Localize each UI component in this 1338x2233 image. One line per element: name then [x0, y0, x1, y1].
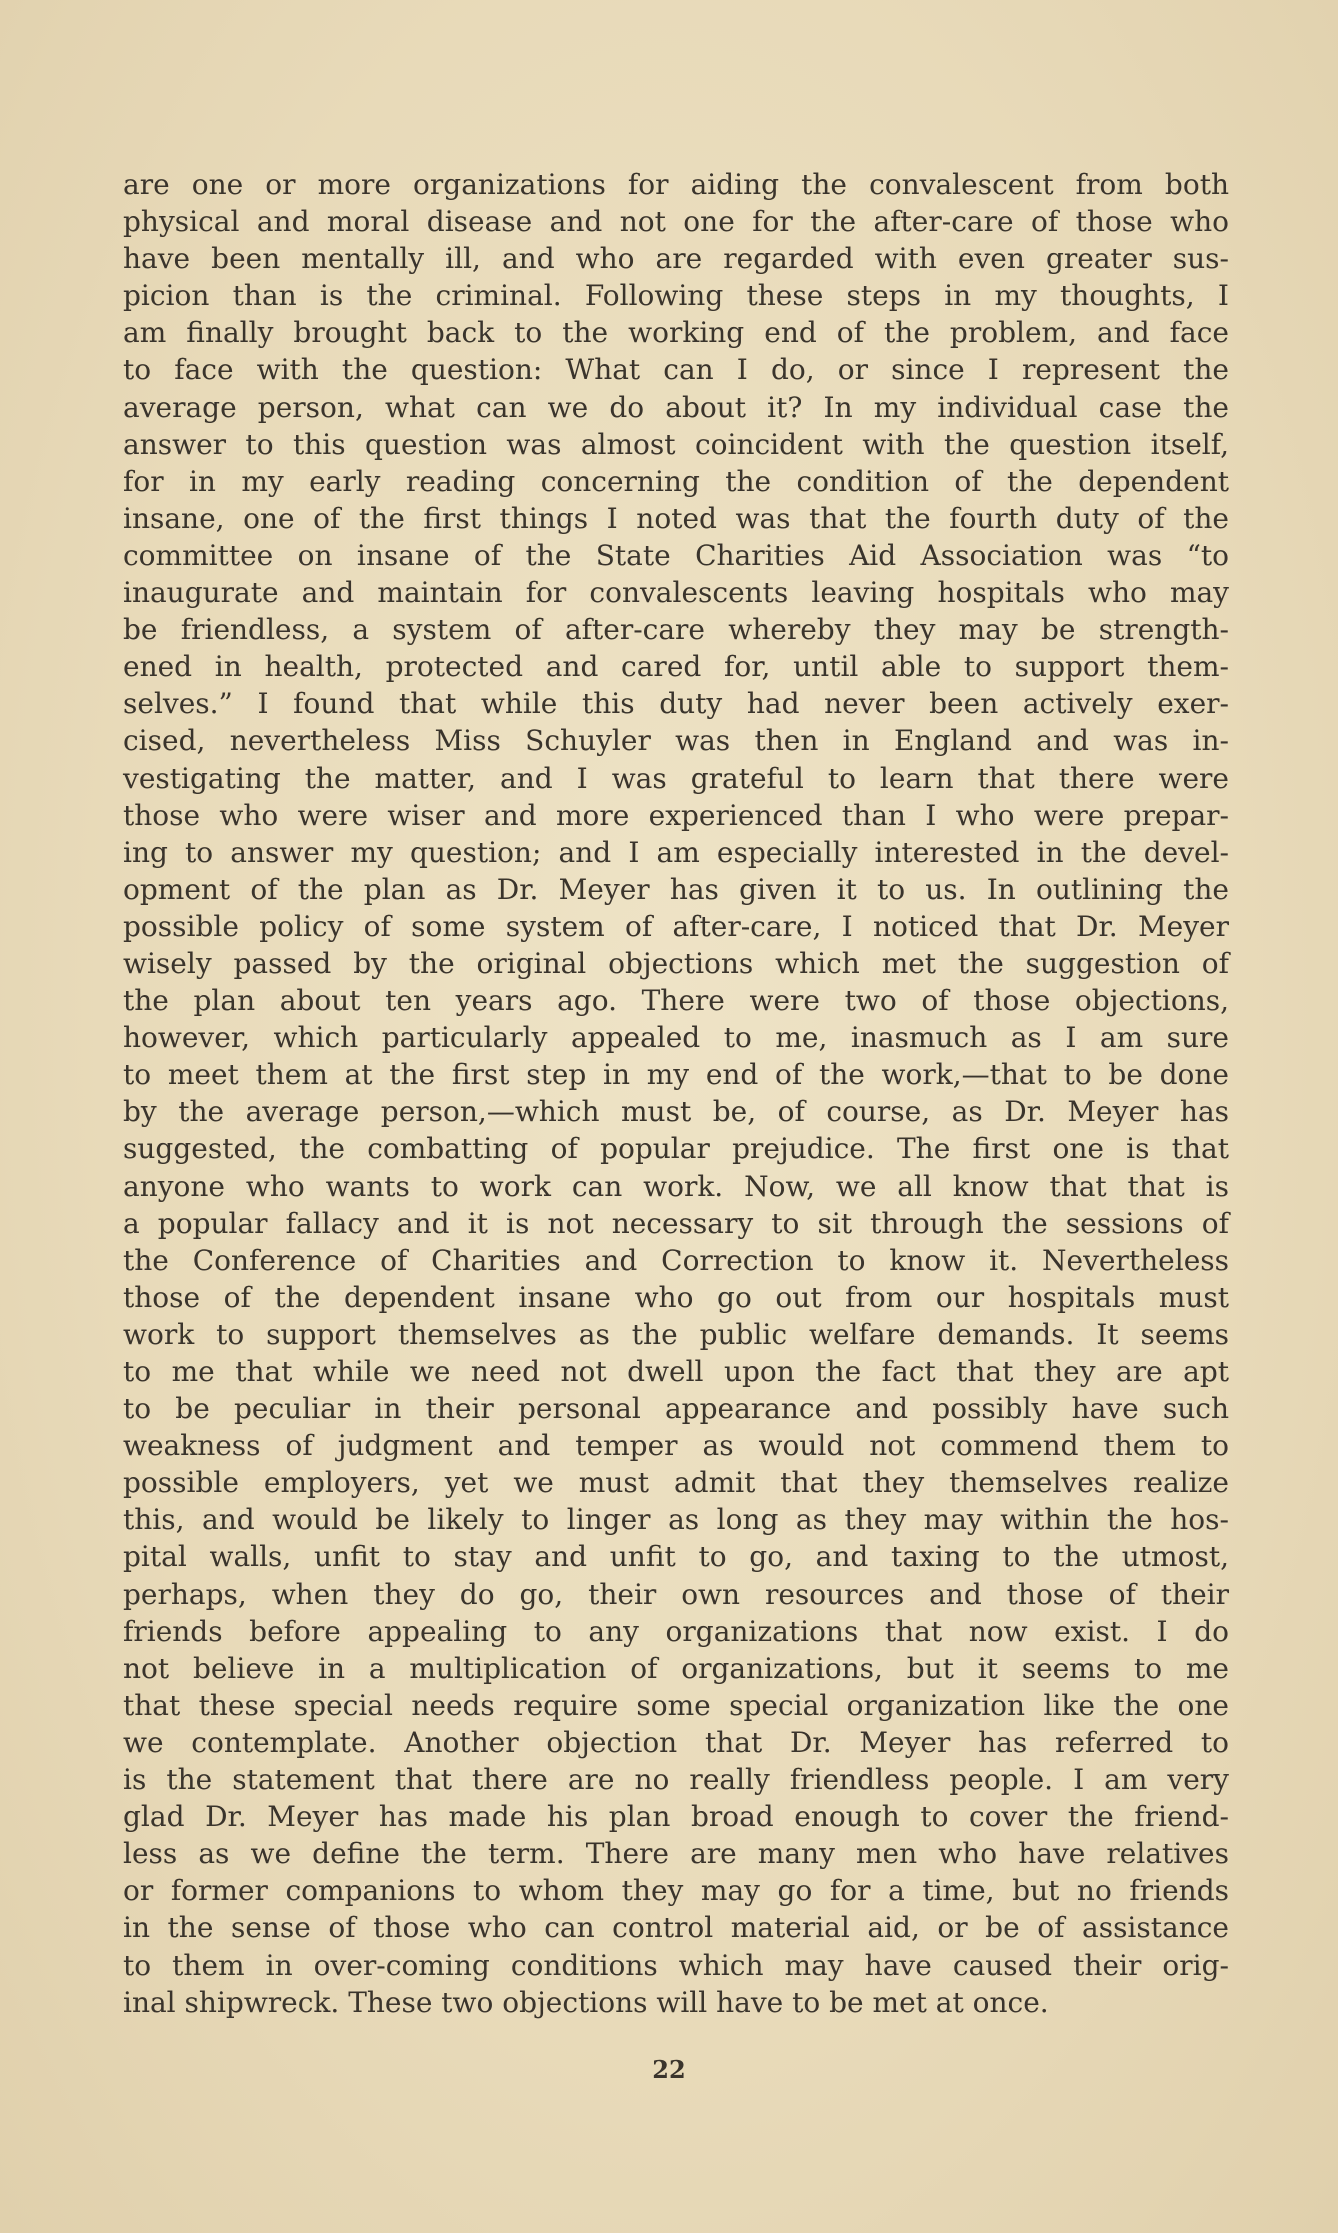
text-line: picion than is the criminal. Following these steps in my thoughts, I [123, 279, 1229, 313]
text-line: for in my early reading concerning the condition of the dependent [123, 464, 1229, 498]
text-line: be friendless, a system of after-care whereby they may be strength- [123, 613, 1229, 647]
text-line: anyone who wants to work can work. Now, we all know that that is [123, 1169, 1229, 1203]
text-line: we contemplate. Another objection that Dr. Meyer has referred to [123, 1725, 1229, 1759]
text-line: am finally brought back to the working end of the problem, and face [123, 316, 1229, 350]
text-line: have been mentally ill, and who are regarded with even greater sus- [123, 242, 1229, 276]
text-line: physical and moral disease and not one for the after-care of those who [123, 205, 1229, 239]
text-line: to me that while we need not dwell upon the fact that they are apt [123, 1355, 1229, 1388]
text-line: ing to answer my question; and I am especially interested in the devel- [123, 835, 1229, 869]
text-line: or former companions to whom they may go for a time, but no friends [123, 1874, 1229, 1908]
text-line: insane, one of the first things I noted was that the fourth duty of the [123, 501, 1229, 535]
text-line: however, which particularly appealed to me, inasmuch as I am sure [123, 1021, 1229, 1055]
text-line: the plan about ten years ago. There were two of those objections, [123, 984, 1229, 1018]
text-line: are one or more organizations for aiding the convalescent from both [123, 168, 1229, 201]
text-line: committee on insane of the State Charities Aid Association was “to [123, 538, 1229, 572]
text-line: to face with the question: What can I do, or since I represent the [123, 353, 1229, 387]
text-line: suggested, the combatting of popular prejudice. The first one is that [123, 1132, 1229, 1166]
text-line: answer to this question was almost coincident with the question itself, [123, 427, 1229, 461]
text-line: those who were wiser and more experienced than I who were prepar- [123, 798, 1229, 832]
text-line: friends before appealing to any organizations that now exist. I do [123, 1614, 1229, 1648]
text-line: not believe in a multiplication of organizations, but it seems to me [123, 1651, 1229, 1685]
text-line: to meet them at the first step in my end of the work,—that to be done [123, 1058, 1229, 1092]
text-line: average person, what can we do about it? In my individual case the [123, 390, 1229, 424]
text-line: ened in health, protected and cared for, until able to support them- [123, 650, 1229, 684]
text-line: less as we define the term. There are many men who have relatives [123, 1837, 1229, 1871]
text-line: that these special needs require some special organization like the one [123, 1688, 1229, 1722]
text-line: work to support themselves as the public welfare demands. It seems [123, 1317, 1229, 1351]
page-number: 22 [652, 2055, 686, 2084]
text-line: pital walls, unfit to stay and unfit to go, and taxing to the utmost, [123, 1540, 1229, 1574]
text-line: by the average person,—which must be, of course, as Dr. Meyer has [123, 1095, 1229, 1129]
text-line: cised, nevertheless Miss Schuyler was then in England and was in- [123, 724, 1229, 758]
text-line: weakness of judgment and temper as would not commend them to [123, 1429, 1229, 1463]
text-line: inaugurate and maintain for convalescents leaving hospitals who may [123, 576, 1229, 610]
text-line: this, and would be likely to linger as long as they may within the hos- [123, 1503, 1229, 1537]
text-line: a popular fallacy and it is not necessary to sit through the sessions of [123, 1206, 1229, 1240]
text-line: to be peculiar in their personal appearance and possibly have such [123, 1392, 1229, 1426]
text-line: possible employers, yet we must admit that they themselves realize [123, 1466, 1229, 1500]
text-line: in the sense of those who can control material aid, or be of assistance [123, 1911, 1229, 1945]
text-line: inal shipwreck. These two objections will have to be met at once. [123, 1985, 1049, 2019]
text-line: possible policy of some system of after-care, I noticed that Dr. Meyer [123, 909, 1229, 943]
body-text [123, 166, 1229, 2021]
text-line: opment of the plan as Dr. Meyer has given it to us. In outlining the [123, 872, 1229, 906]
text-line: to them in over-coming conditions which may have caused their orig- [123, 1948, 1229, 1982]
text-line: glad Dr. Meyer has made his plan broad enough to cover the friend- [123, 1800, 1229, 1834]
text-line: perhaps, when they do go, their own resources and those of their [123, 1577, 1229, 1611]
text-line: is the statement that there are no really friendless people. I am very [123, 1763, 1229, 1797]
text-line: selves.” I found that while this duty had never been actively exer- [123, 687, 1229, 721]
text-line: the Conference of Charities and Correction to know it. Nevertheless [123, 1243, 1229, 1277]
text-line: vestigating the matter, and I was grateful to learn that there were [123, 761, 1229, 795]
text-line: those of the dependent insane who go out from our hospitals must [123, 1280, 1229, 1314]
text-line: wisely passed by the original objections which met the suggestion of [123, 946, 1229, 980]
